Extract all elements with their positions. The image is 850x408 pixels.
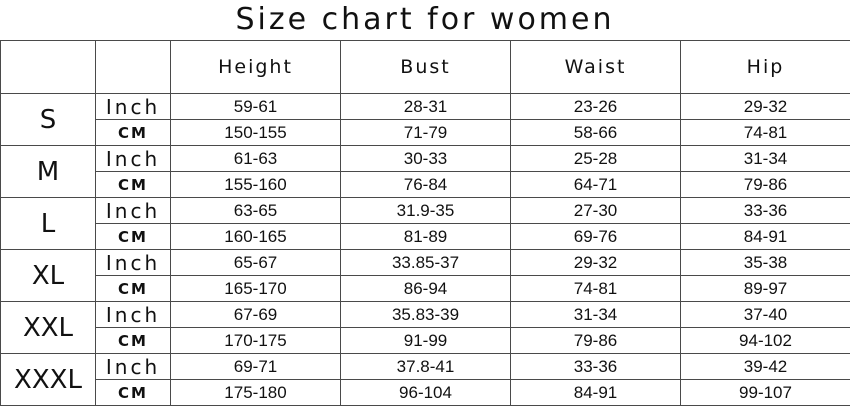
bust-cell: 91-99 [341,328,511,354]
height-cell: 69-71 [171,354,341,380]
height-cell: 59-61 [171,94,341,120]
height-cell: 65-67 [171,250,341,276]
header-bust: Bust [341,41,511,94]
height-cell: 170-175 [171,328,341,354]
size-label: L [1,198,96,250]
bust-cell: 37.8-41 [341,354,511,380]
table-row [1,198,850,224]
unit-label-inch: Inch [96,146,171,172]
table-row [1,276,850,302]
unit-label-inch: Inch [96,250,171,276]
size-label: S [1,94,96,146]
bust-cell: 31.9-35 [341,198,511,224]
table-row [1,302,850,328]
table-row [1,146,850,172]
height-cell: 67-69 [171,302,341,328]
table-row [1,380,850,406]
hip-cell: 79-86 [681,172,850,198]
unit-label-cm: CM [96,380,171,406]
waist-cell: 23-26 [511,94,681,120]
bust-cell: 96-104 [341,380,511,406]
hip-cell: 35-38 [681,250,850,276]
bust-cell: 71-79 [341,120,511,146]
size-chart-table [0,40,850,406]
waist-cell: 64-71 [511,172,681,198]
size-label: XXXL [1,354,96,406]
waist-cell: 25-28 [511,146,681,172]
height-cell: 155-160 [171,172,341,198]
waist-cell: 31-34 [511,302,681,328]
height-cell: 160-165 [171,224,341,250]
unit-label-cm: CM [96,120,171,146]
header-corner-cell [1,41,96,94]
bust-cell: 86-94 [341,276,511,302]
bust-cell: 81-89 [341,224,511,250]
table-row [1,354,850,380]
header-row [1,41,850,94]
size-label: XXL [1,302,96,354]
unit-label-inch: Inch [96,198,171,224]
hip-cell: 33-36 [681,198,850,224]
unit-label-cm: CM [96,328,171,354]
table-row [1,328,850,354]
table-row [1,250,850,276]
hip-cell: 39-42 [681,354,850,380]
waist-cell: 58-66 [511,120,681,146]
unit-label-inch: Inch [96,302,171,328]
bust-cell: 28-31 [341,94,511,120]
bust-cell: 33.85-37 [341,250,511,276]
chart-title: Size chart for women [235,2,615,37]
waist-cell: 79-86 [511,328,681,354]
height-cell: 165-170 [171,276,341,302]
size-label: M [1,146,96,198]
unit-label-inch: Inch [96,94,171,120]
unit-label-cm: CM [96,276,171,302]
hip-cell: 99-107 [681,380,850,406]
waist-cell: 33-36 [511,354,681,380]
unit-label-cm: CM [96,224,171,250]
hip-cell: 37-40 [681,302,850,328]
table-row [1,94,850,120]
height-cell: 175-180 [171,380,341,406]
waist-cell: 84-91 [511,380,681,406]
waist-cell: 74-81 [511,276,681,302]
hip-cell: 31-34 [681,146,850,172]
waist-cell: 69-76 [511,224,681,250]
size-label: XL [1,250,96,302]
header-waist: Waist [511,41,681,94]
bust-cell: 76-84 [341,172,511,198]
unit-label-inch: Inch [96,354,171,380]
hip-cell: 29-32 [681,94,850,120]
height-cell: 63-65 [171,198,341,224]
table-row [1,172,850,198]
hip-cell: 74-81 [681,120,850,146]
height-cell: 150-155 [171,120,341,146]
hip-cell: 89-97 [681,276,850,302]
header-hip: Hip [681,41,850,94]
bust-cell: 35.83-39 [341,302,511,328]
waist-cell: 27-30 [511,198,681,224]
hip-cell: 94-102 [681,328,850,354]
waist-cell: 29-32 [511,250,681,276]
header-unit-cell [96,41,171,94]
unit-label-cm: CM [96,172,171,198]
table-row [1,224,850,250]
bust-cell: 30-33 [341,146,511,172]
height-cell: 61-63 [171,146,341,172]
table-row [1,120,850,146]
hip-cell: 84-91 [681,224,850,250]
header-height: Height [171,41,341,94]
